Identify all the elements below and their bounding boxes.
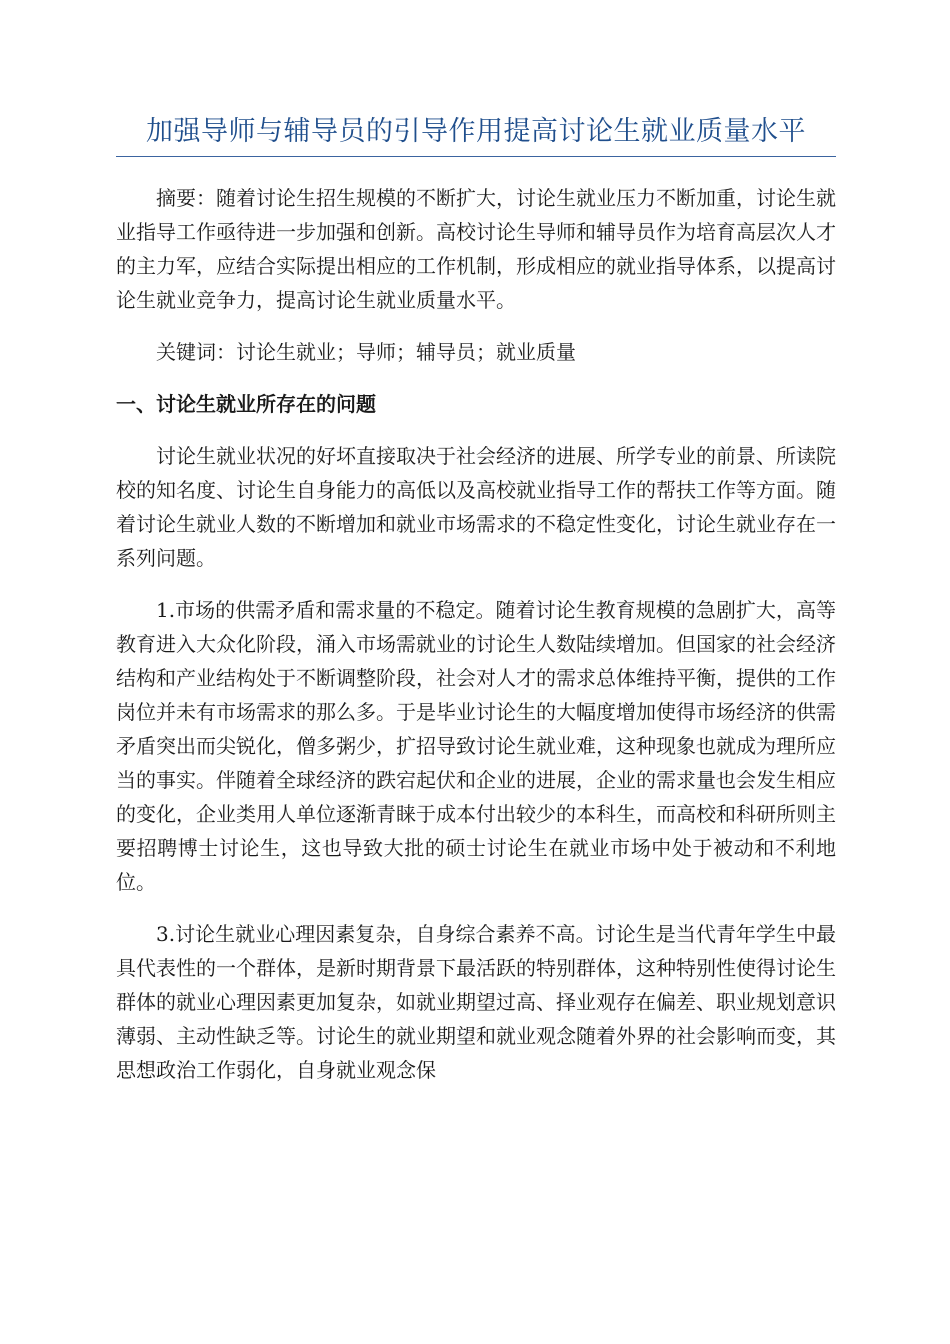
document-page (116, 112, 836, 1087)
keywords-paragraph: 关键词：讨论生就业；导师；辅导员；就业质量 (156, 340, 576, 364)
abstract-paragraph: 摘要：随着讨论生招生规模的不断扩大，讨论生就业压力不断加重，讨论生就业指导工作亟待进一步加强和创新。高校讨论生导师和辅导员作为培育高层次人才的主力军，应结合实际提出相应的工作机制，形成相应的就业指导体系，以提高讨论生就业竞争力，提高讨论生就业质量水平。 (116, 186, 836, 312)
title-underline (116, 156, 836, 157)
item-1-paragraph: 1.市场的供需矛盾和需求量的不稳定。随着讨论生教育规模的急剧扩大，高等教育进入大众化阶段，涌入市场需就业的讨论生人数陆续增加。但国家的社会经济结构和产业结构处于不断调整阶段，社会对人才的需求总体维持平衡，提供的工作岗位并未有市场需求的那么多。于是毕业讨论生的大幅度增加使得市场经济的供需矛盾突出而尖锐化，僧多粥少，扩招导致讨论生就业难，这种现象也就成为理所应当的事实。伴随着全球经济的跌宕起伏和企业的进展，企业的需求量也会发生相应的变化，企业类用人单位逐渐青睐于成本付出较少的本科生，而高校和科研所则主要招聘博士讨论生，这也导致大批的硕士讨论生在就业市场中处于被动和不利地位。 (116, 598, 836, 894)
item-3-paragraph: 3.讨论生就业心理因素复杂，自身综合素养不高。讨论生是当代青年学生中最具代表性的一个群体，是新时期背景下最活跃的特别群体，这种特别性使得讨论生群体的就业心理因素更加复杂，如就业期望过高、择业观存在偏差、职业规划意识薄弱、主动性缺乏等。讨论生的就业期望和就业观念随着外界的社会影响而变，其思想政治工作弱化，自身就业观念保 (116, 922, 836, 1082)
section-intro-paragraph: 讨论生就业状况的好坏直接取决于社会经济的进展、所学专业的前景、所读院校的知名度、讨论生自身能力的高低以及高校就业指导工作的帮扶工作等方面。随着讨论生就业人数的不断增加和就业市场需求的不稳定性变化，讨论生就业存在一系列问题。 (116, 444, 836, 570)
document-title: 加强导师与辅导员的引导作用提高讨论生就业质量水平 (146, 116, 806, 147)
section-heading: 一、讨论生就业所存在的问题 (116, 392, 376, 416)
